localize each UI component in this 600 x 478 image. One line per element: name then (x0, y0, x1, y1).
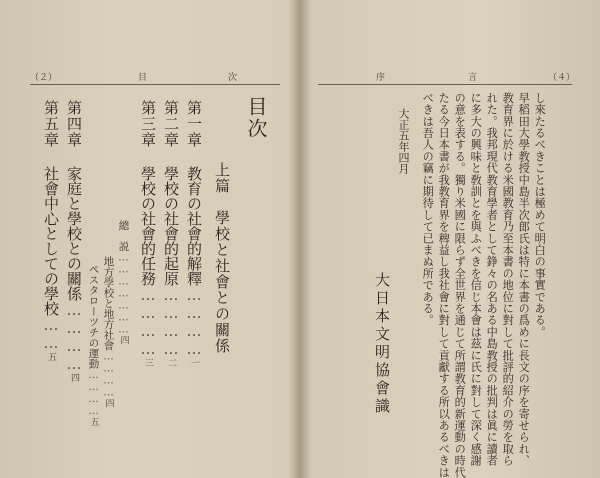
leader-dots: …… (42, 316, 60, 352)
toc-sub-item-3[interactable] (88, 264, 99, 426)
sub-item-page: 四 (118, 335, 129, 345)
left-page-toc (0, 0, 298, 478)
preface-line-6: の意を表する。獨り米國に限らず全世界を通じて所謂教育的新運動の時代 (453, 92, 467, 478)
toc-part-heading: 上篇 學校と社會との關係 (213, 162, 231, 354)
sub-item-title: ペスタローツチの運動 (87, 264, 100, 369)
preface-line-1: し來たるべきことは極めて明白の事實である。 (533, 92, 547, 338)
sub-item-title: 地方學校と地方社會 (102, 256, 115, 351)
chapter-title: 學校の社會的任務 (139, 166, 157, 286)
chapter-page: 五 (46, 352, 56, 361)
leader-dots: ………………… (117, 251, 130, 336)
chapter-number: 第一章 (185, 100, 203, 148)
sub-item-page: 四 (103, 398, 114, 408)
left-page-number: （２） (30, 73, 58, 83)
chapter-title: 家庭と學校との關係 (65, 166, 83, 301)
chapter-number: 第四章 (65, 100, 83, 148)
toc-sub-item-1[interactable] (118, 220, 129, 345)
toc-chapter-2[interactable] (163, 100, 178, 367)
toc-chapter-4[interactable] (66, 100, 81, 382)
leader-dots: ………… (87, 369, 100, 417)
right-header-center: 言 (468, 73, 478, 83)
toc-sub-item-2[interactable] (103, 256, 114, 408)
sub-item-page: 五 (88, 417, 99, 426)
leader-dots: ………… (65, 301, 83, 373)
preface-date: 大正五年四月 (397, 108, 410, 174)
left-page-header (30, 70, 280, 85)
chapter-page: 二 (166, 358, 176, 367)
chapter-title: 學校の社會的起原 (162, 166, 180, 286)
leader-dots: ………… (102, 350, 115, 399)
preface-line-2: 早稻田大學教授中島半次郎氏は特に本書の爲めに長文の序を寄せられ、 (517, 92, 531, 467)
right-page-preface (302, 0, 600, 478)
leader-dots: ………… (139, 286, 157, 358)
leader-dots: ………… (162, 286, 180, 358)
chapter-number: 第二章 (162, 100, 180, 148)
right-page-number: （４） (548, 73, 576, 83)
chapter-page: 一 (189, 358, 199, 367)
preface-line-3: 教育界に於ける米國教育乃至本書の地位に對して批評的紹介の勞を取ら (501, 92, 515, 467)
preface-line-4: れた。我邦現代教育學者として錚々の名ある中島教授の批判は眞に讀者 (485, 92, 499, 467)
left-header-center: 目 (138, 73, 148, 83)
chapter-page: 四 (69, 373, 79, 382)
sub-item-title: 總 説 (117, 220, 130, 252)
toc-chapter-1[interactable] (186, 100, 201, 367)
right-header-left: 序 (376, 73, 386, 83)
right-page-header (318, 70, 576, 85)
publisher-signature: 大日本文明協會識 (373, 272, 391, 416)
leader-dots: ………… (185, 286, 203, 358)
left-header-right: 次 (228, 73, 238, 83)
preface-line-5: に多大の興味と敎訓とを與ふべきを信じ本會は茲に氏に對して深く感謝 (469, 92, 483, 467)
chapter-page: 三 (143, 358, 153, 367)
chapter-title: 教育の社會的解釋 (185, 166, 203, 286)
chapter-number: 第三章 (139, 100, 157, 148)
chapter-number: 第五章 (42, 100, 60, 148)
toc-title: 目次 (244, 96, 268, 140)
preface-line-7: たる今日本書が我教育界を稗益し我社會に對して貢獻する所以あるべきは (437, 92, 451, 478)
toc-chapter-5[interactable] (43, 100, 58, 361)
preface-line-8: べきは吾人の竊に期待して已まぬ所である。 (421, 92, 435, 326)
chapter-title: 社會中心としての學校 (42, 166, 60, 316)
toc-chapter-3[interactable] (140, 100, 155, 367)
